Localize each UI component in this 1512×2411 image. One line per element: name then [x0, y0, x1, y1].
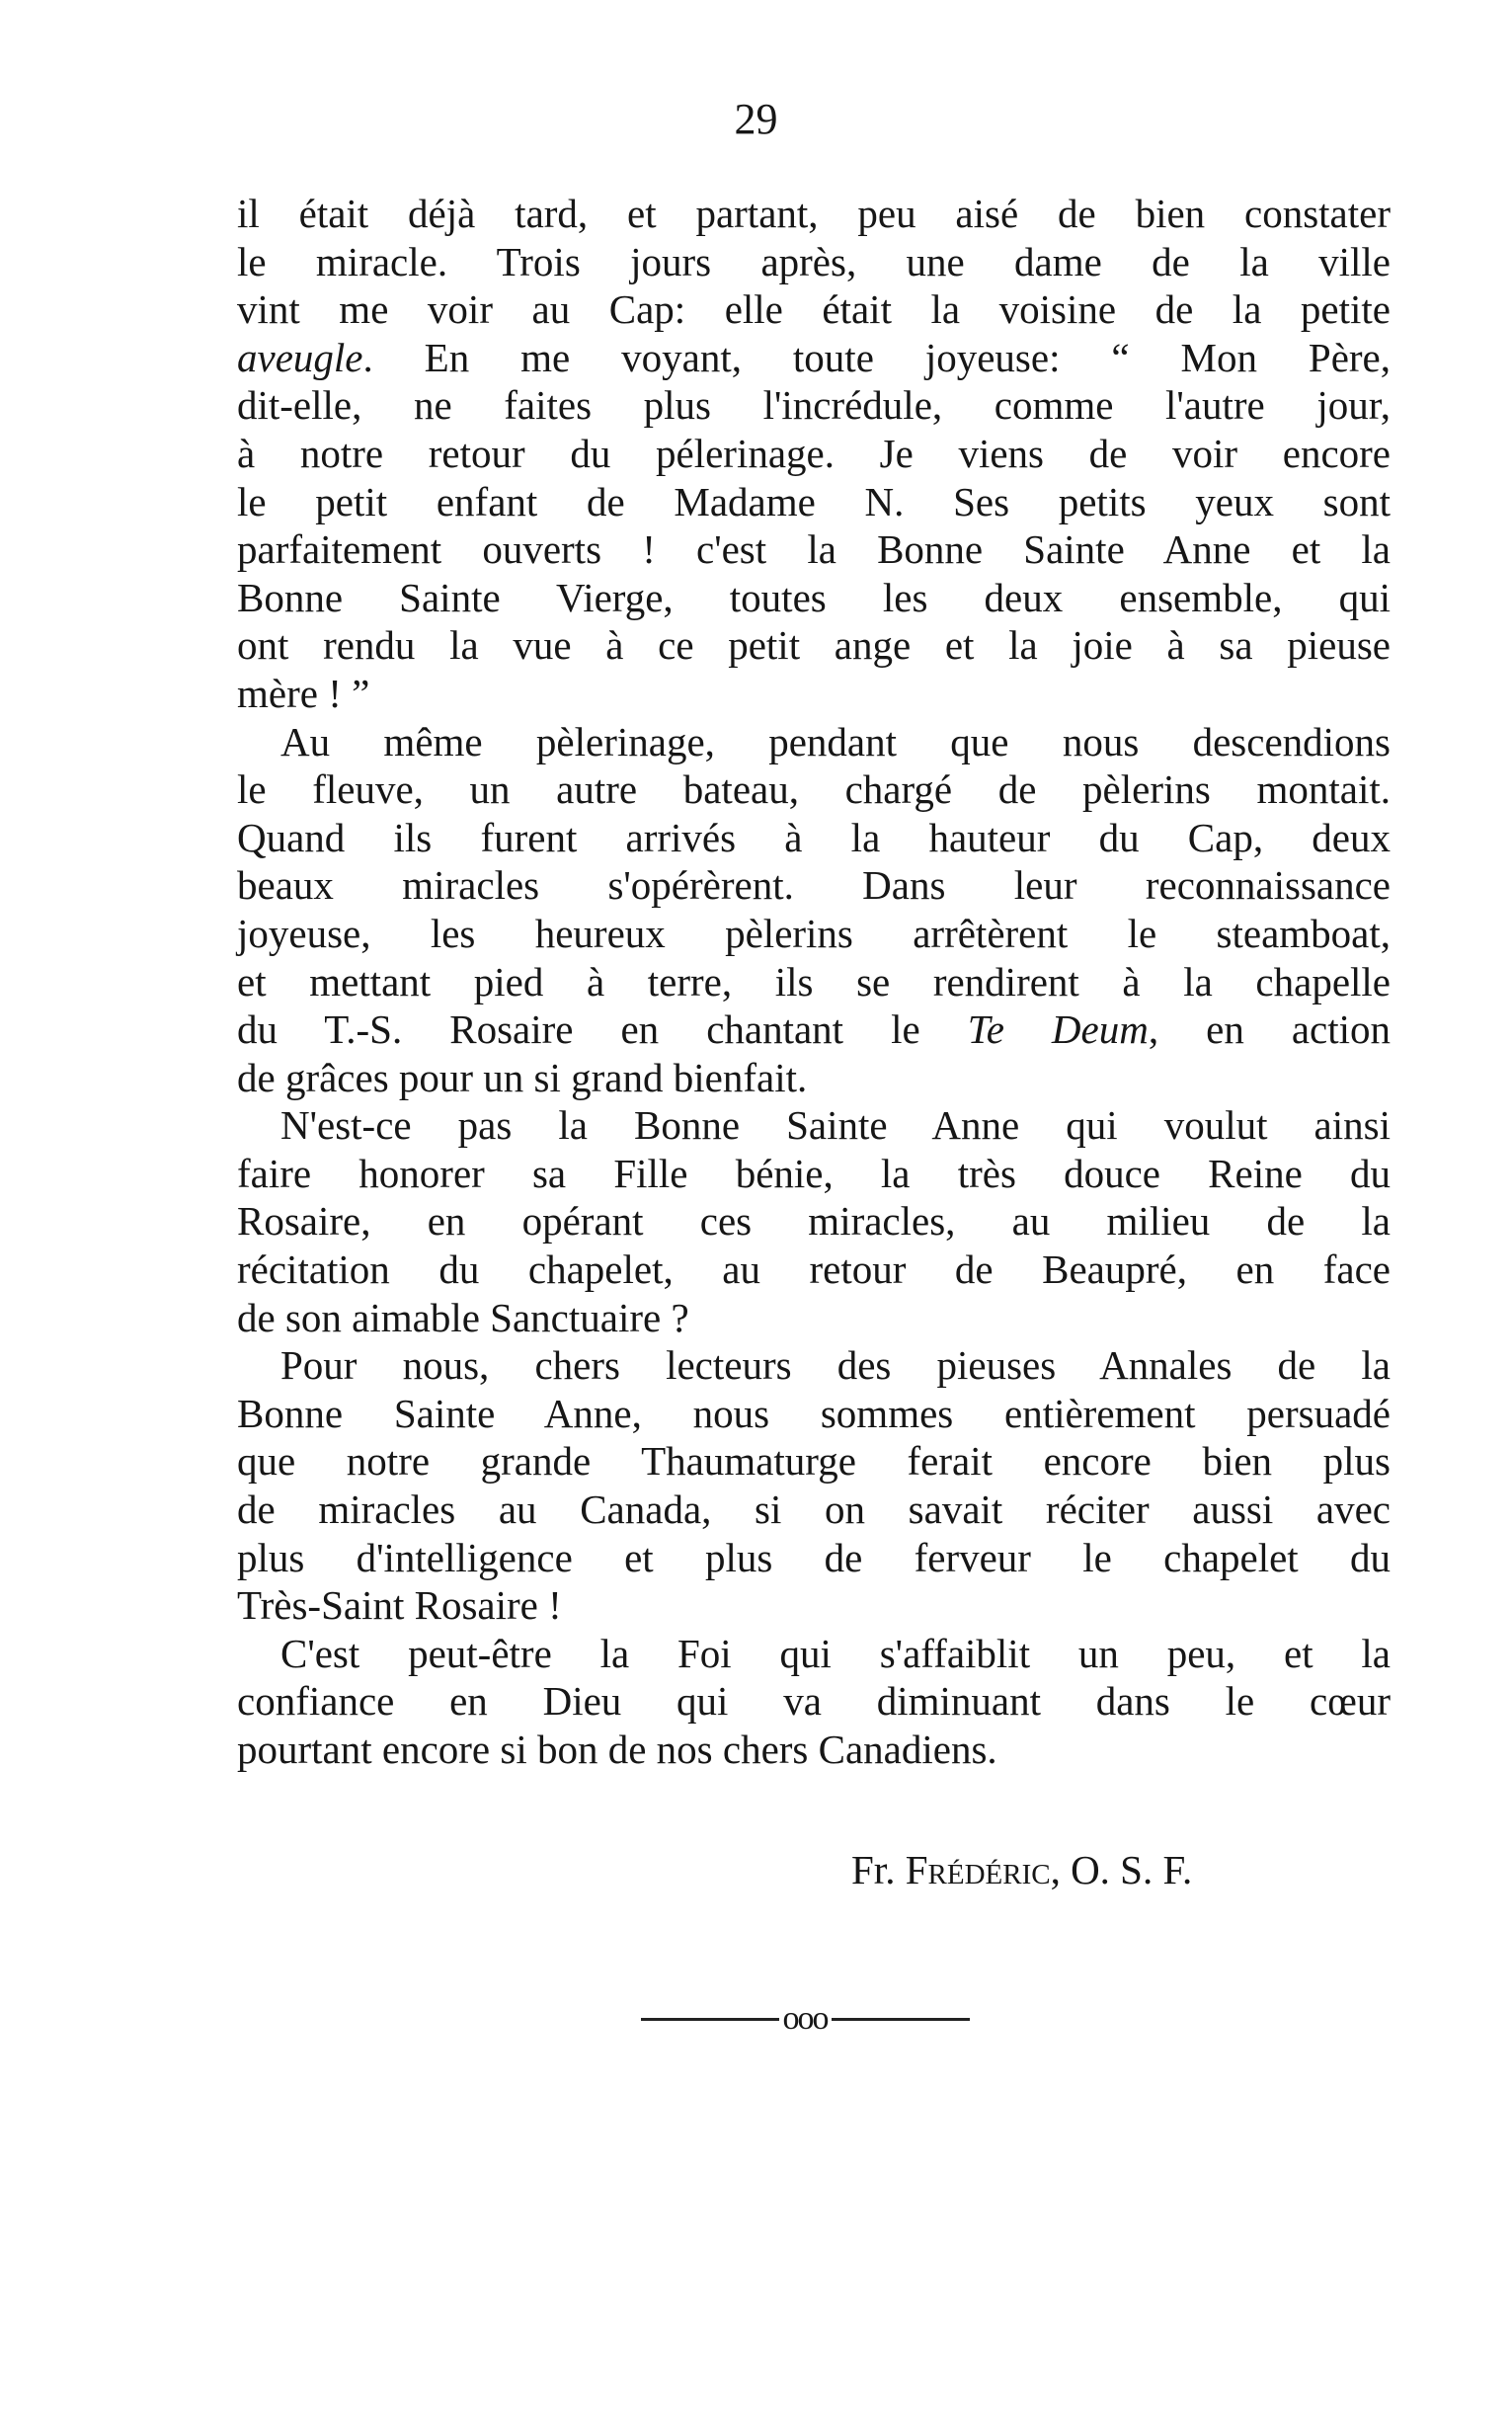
text-line: faire honorer sa Fille bénie, la très douce Reine du [237, 1150, 1391, 1196]
text-line: Pour nous, chers lecteurs des pieuses Annales de la [280, 1342, 1391, 1389]
text-line: parfaitement ouverts ! c'est la Bonne Sainte Anne et la [237, 526, 1391, 573]
text-line: récitation du chapelet, au retour de Beaupré, en face [237, 1246, 1391, 1293]
italic-word: Te Deum [967, 1006, 1149, 1053]
text-line: confiance en Dieu qui va diminuant dans le cœur [237, 1678, 1391, 1725]
text-line: de grâces pour un si grand bienfait. [237, 1054, 808, 1100]
signature-name: Frédéric [905, 1847, 1051, 1892]
text-line: N'est-ce pas la Bonne Sainte Anne qui voulut ainsi [280, 1102, 1391, 1149]
text-line: il était déjà tard, et partant, peu aisé de bien constater [237, 191, 1391, 236]
text-line: du T.-S. Rosaire en chantant le Te Deum, en action [237, 1006, 1392, 1053]
text-line: que notre grande Thaumaturge ferait encore bien plus [237, 1438, 1391, 1485]
text-line: ont rendu la vue à ce petit ange et la joie à sa pieuse [237, 622, 1391, 669]
text-line: le petit enfant de Madame N. Ses petits yeux sont [237, 478, 1391, 524]
author-signature [851, 1845, 1192, 1894]
text-line: aveugle. En me voyant, toute joyeuse: “ Mon Père, [237, 334, 1391, 380]
signature-suffix: , O. S. F. [1050, 1847, 1193, 1892]
separator-rule-right [832, 2018, 970, 2021]
text-line: et mettant pied à terre, ils se rendirent à la chapelle [237, 958, 1391, 1005]
text-line: à notre retour du pélerinage. Je viens de voir encore [237, 430, 1391, 476]
section-separator [622, 1999, 988, 2039]
text-line: Bonne Sainte Vierge, toutes les deux ensemble, qui [237, 574, 1391, 620]
italic-word: aveugle [237, 334, 363, 380]
text-line: Quand ils furent arrivés à la hauteur du Cap, deux [237, 814, 1391, 860]
page-number: 29 [734, 95, 778, 143]
text-line: dit-elle, ne faites plus l'incrédule, comme l'autre jour, [237, 382, 1391, 429]
body-text [237, 190, 1391, 1774]
text-line: beaux miracles s'opérèrent. Dans leur reconnaissance [237, 862, 1391, 909]
text-line: pourtant encore si bon de nos chers Canadiens. [237, 1727, 997, 1772]
text-line: Bonne Sainte Anne, nous sommes entièrement persuadé [237, 1390, 1391, 1436]
text-line: Au même pèlerinage, pendant que nous descendions [280, 718, 1391, 764]
text-line: plus d'intelligence et plus de ferveur le chapelet du [237, 1534, 1391, 1580]
text-line: mère ! ” [237, 670, 370, 716]
separator-rule-left [641, 2018, 779, 2021]
text-line: le fleuve, un autre bateau, chargé de pèlerins montait. [237, 766, 1391, 813]
text-line: de son aimable Sanctuaire ? [237, 1294, 689, 1340]
text-line: vint me voir au Cap: elle était la voisine de la petite [237, 286, 1391, 333]
text-line: C'est peut-être la Foi qui s'affaiblit un peu, et la [280, 1630, 1391, 1676]
separator-ornament: ooo [782, 2000, 828, 2037]
text-line: le miracle. Trois jours après, une dame de la ville [237, 238, 1391, 284]
signature-prefix: Fr. [851, 1847, 896, 1892]
text-line: Rosaire, en opérant ces miracles, au milieu de la [237, 1198, 1391, 1245]
text-line: joyeuse, les heureux pèlerins arrêtèrent le steamboat, [237, 910, 1391, 956]
text-line: de miracles au Canada, si on savait réciter aussi avec [237, 1487, 1391, 1533]
text-line: Très-Saint Rosaire ! [237, 1582, 562, 1629]
